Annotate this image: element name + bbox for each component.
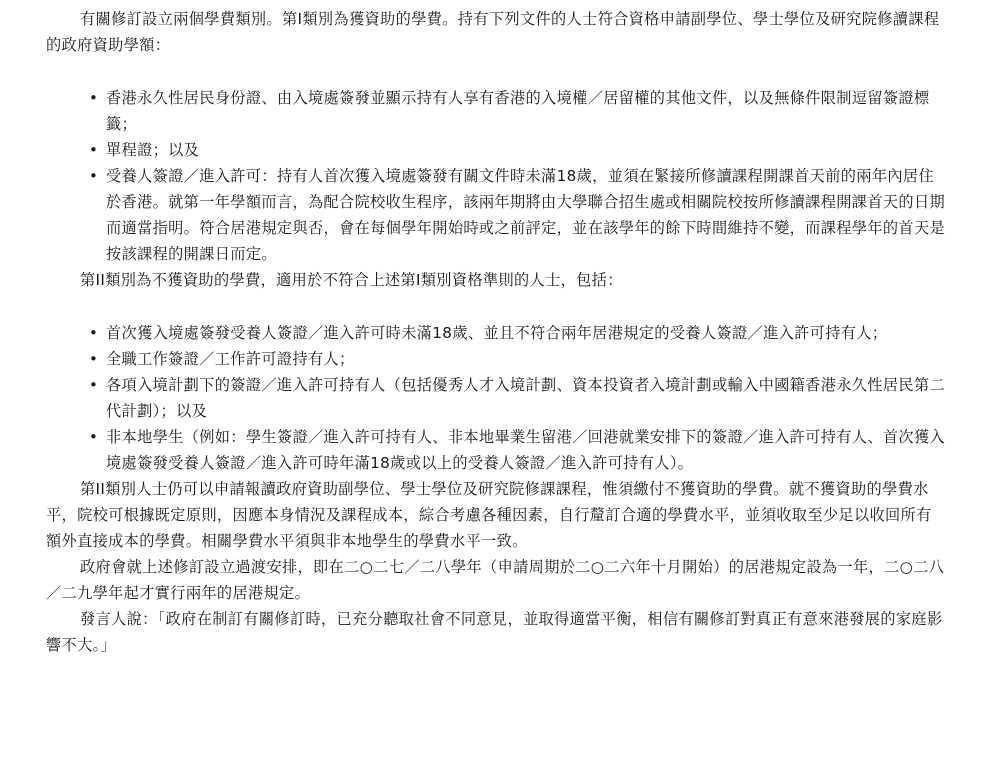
list-item: • 全職工作簽證／工作許可證持有人；	[106, 346, 947, 372]
list-item: • 香港永久性居民身份證、由入境處簽發並顯示持有人享有香港的入境權／居留權的其他文件，以及無條件限制逗留簽證標籤；	[106, 85, 947, 137]
paragraph-category-one: 有關修訂設立兩個學費類別。第I類別為獲資助的學費。持有下列文件的人士符合資格申請副學位、學士學位及研究院修讀課程的政府資助學額：	[46, 10, 940, 54]
list-item: • 首次獲入境處簽發受養人簽證／進入許可時未滿18歲、並且不符合兩年居港規定的受養人簽證／進入許可持有人；	[106, 320, 947, 346]
list-item: • 單程證；以及	[106, 137, 947, 163]
list-item: • 受養人簽證／進入許可：持有人首次獲入境處簽發有關文件時未滿18歲，並須在緊接所修讀課程開課首天前的兩年內居住於香港。就第一年學額而言，為配合院校收生程序，該兩年期將由大學聯合招生處或相關院校按所修讀課程開課首天的日期而適當指明。符合居港規定與否，會在每個學年開始時或之前評定，並在該學年的餘下時間維持不變，而課程學年的首天是按該課程的開課日而定。	[106, 163, 947, 267]
category-two-holders-list	[46, 320, 947, 476]
paragraph-transition-arrangement: 政府會就上述修訂設立過渡安排，即在二○二七／二八學年（申請周期於二○二六年十月開始）的居港規定設為一年，二○二八／二九學年起才實行兩年的居港規定。	[46, 558, 945, 602]
paragraph-category-two-fees: 第II類別人士仍可以申請報讀政府資助副學位、學士學位及研究院修課課程，惟須繳付不獲資助的學費。就不獲資助的學費水平，院校可根據既定原則，因應本身情況及課程成本，綜合考慮各種因素，自行釐訂合適的學費水平，並須收取至少足以收回所有額外直接成本的學費。相關學費水平須與非本地學生的學費水平一致。	[46, 480, 932, 550]
category-one-eligible-documents-list	[46, 85, 947, 267]
list-item: • 非本地學生（例如：學生簽證／進入許可持有人、非本地畢業生留港／回港就業安排下的簽證／進入許可持有人、首次獲入境處簽發受養人簽證／進入許可時年滿18歲或以上的受養人簽證／進入許可持有人）。	[106, 424, 947, 476]
list-item: • 各項入境計劃下的簽證／進入許可持有人（包括優秀人才入境計劃、資本投資者入境計劃或輸入中國籍香港永久性居民第二代計劃）；以及	[106, 372, 947, 424]
paragraph-category-two: 第II類別為不獲資助的學費，適用於不符合上述第I類別資格準則的人士，包括：	[80, 271, 623, 289]
paragraph-spokesperson-quote: 發言人說：「政府在制訂有關修訂時，已充分聽取社會不同意見，並取得適當平衡，相信有關修訂對真正有意來港發展的家庭影響不大。」	[46, 610, 943, 654]
